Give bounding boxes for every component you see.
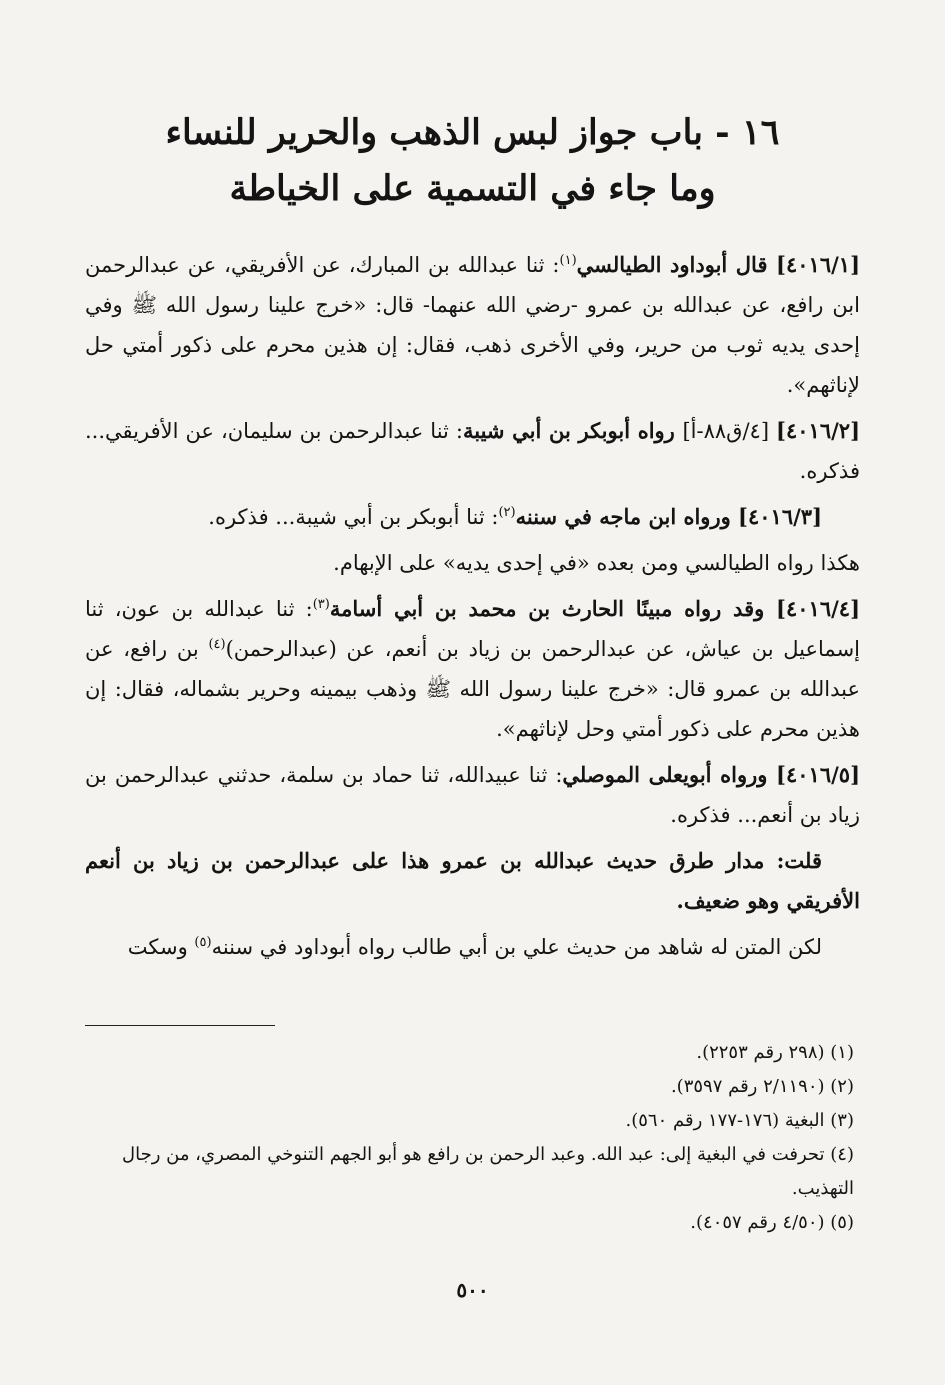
narrator-lead: ورواه أبويعلى الموصلي xyxy=(562,762,777,787)
footnote-marker[interactable]: (٥) xyxy=(194,935,212,950)
chapter-title xyxy=(85,105,860,217)
hadith-text: : ثنا عبدالله بن عون، ثنا إسماعيل بن عياش، عن عبدالرحمن بن زياد بن أنعم، عن (عبدالرحمن) xyxy=(85,597,860,661)
hadith-reference: [٤٠١٦/١] xyxy=(776,252,860,277)
narrator-lead: قال أبوداود الطيالسي xyxy=(576,252,777,277)
chapter-title-line-2: وما جاء في التسمية على الخياطة xyxy=(229,168,716,209)
footnote-marker[interactable]: (١) xyxy=(559,253,577,268)
hadith-reference: [٤٠١٦/٢] xyxy=(776,418,860,443)
hadith-reference: [٤٠١٦/٥] xyxy=(776,762,860,787)
hadith-paragraph-5 xyxy=(85,755,860,835)
page-number: ٥٠٠ xyxy=(456,1278,489,1302)
hadith-reference: [٤٠١٦/٤] xyxy=(776,596,860,621)
commentary-text: لكن المتن له شاهد من حديث علي بن أبي طالب رواه أبوداود في سننه xyxy=(211,935,822,959)
hadith-text: : ثنا أبوبكر بن أبي شيبة... فذكره. xyxy=(208,505,499,529)
author-remark-text: قلت: مدار طرق حديث عبدالله بن عمرو هذا على عبدالرحمن بن زياد بن أنعم الأفريقي وهو ضعيف. xyxy=(85,848,860,913)
hadith-paragraph-4 xyxy=(85,589,860,749)
narrator-lead: وقد رواه مبينًا الحارث بن محمد بن أبي أسامة xyxy=(329,596,777,621)
commentary-text-continued: وسكت xyxy=(127,935,195,959)
hadith-text: : ثنا عبيدالله، ثنا حماد بن سلمة، حدثني عبدالرحمن بن زياد بن أنعم... فذكره. xyxy=(85,763,860,827)
hadith-text: : ثنا عبدالله بن المبارك، عن الأفريقي، عن عبدالرحمن ابن رافع، عن عبدالله بن عمرو -رضي الله عنهما- قال: «خرج علينا رسول الله ﷺ وفي إحدى يديه ثوب من حرير، وفي الأخرى ذهب، فقال: إن هذين محرم على ذكور أمتي حل لإناثهم». xyxy=(85,253,860,397)
footnote-1: (١) (٢٩٨ رقم ٢٢٥٣). xyxy=(696,1042,854,1063)
narrator-lead: رواه أبوبكر بن أبي شيبة xyxy=(462,418,683,443)
footnotes xyxy=(85,1036,860,1240)
footnote-marker[interactable]: (٢) xyxy=(498,505,516,520)
chapter-title-line-1: ١٦ - باب جواز لبس الذهب والحرير للنساء xyxy=(165,112,780,153)
narrator-lead: ورواه ابن ماجه في سننه xyxy=(515,504,739,529)
commentary-text: هكذا رواه الطيالسي ومن بعده «في إحدى يديه» على الإبهام. xyxy=(333,551,860,575)
author-remark-paragraph xyxy=(85,841,860,921)
hadith-text: : ثنا عبدالرحمن بن سليمان، عن الأفريقي... فذكره. xyxy=(85,419,860,483)
hadith-paragraph-2 xyxy=(85,411,860,491)
footnote-marker[interactable]: (٤) xyxy=(208,637,226,652)
footnote-5: (٥) (٤/٥٠ رقم ٤٠٥٧). xyxy=(690,1212,854,1233)
hadith-paragraph-1 xyxy=(85,245,860,405)
footnote-3: (٣) البغية (١٧٦-١٧٧ رقم ٥٦٠). xyxy=(625,1110,854,1131)
footnote-2: (٢) (٢/١١٩٠ رقم ٣٥٩٧). xyxy=(670,1076,854,1097)
commentary-paragraph-1 xyxy=(85,543,860,583)
manuscript-folio-reference: [٤/ق٨٨-أ] xyxy=(682,419,777,443)
hadith-text-continued: بن رافع، عن عبدالله بن عمرو قال: «خرج علينا رسول الله ﷺ وذهب بيمينه وحرير بشماله، فقال: إن هذين محرم على ذكور أمتي وحل لإناثهم». xyxy=(85,637,860,741)
hadith-reference: [٤٠١٦/٣] xyxy=(738,504,822,529)
hadith-paragraph-3 xyxy=(85,497,860,537)
footnote-4: (٤) تحرفت في البغية إلى: عبد الله. وعبد الرحمن بن رافع هو أبو الجهم التنوخي المصري، من رجال التهذيب. xyxy=(122,1144,854,1199)
footnote-separator xyxy=(85,1025,275,1026)
footnote-marker[interactable]: (٣) xyxy=(312,597,330,612)
commentary-paragraph-2 xyxy=(85,927,860,967)
